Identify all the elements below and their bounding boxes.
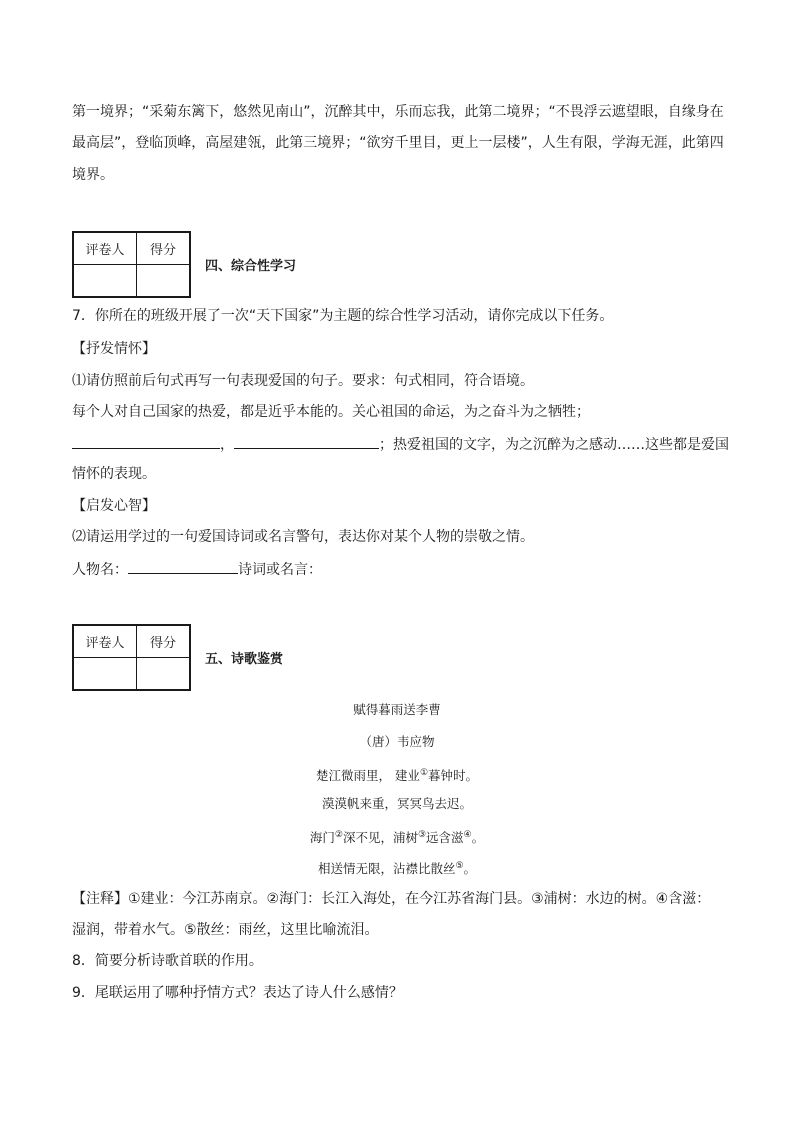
person-label: 人物名： <box>72 562 128 578</box>
note-marker-1: ① <box>419 768 429 778</box>
poem-line-4-b: 。 <box>463 861 477 877</box>
poem-line-4 <box>0 856 794 879</box>
score-cell[interactable] <box>137 265 191 298</box>
poem-line-1 <box>0 763 794 786</box>
poem-line-1-b: 暮钟时。 <box>428 768 479 784</box>
poem-line-3-a: 海门 <box>309 830 335 846</box>
poem-line-2: 漠漠帆来重，冥冥鸟去迟。 <box>321 796 472 811</box>
tag-express-feelings: 【抒发情怀】 <box>72 341 156 357</box>
grader-header: 评卷人 <box>73 232 137 265</box>
note-marker-3: ③ <box>417 830 427 840</box>
answer-blank-1[interactable] <box>72 433 220 449</box>
intro-line-2: 最高层”，登临顶峰，高屋建瓴，此第三境界；“欲穷千里目，更上一层楼”，人生有限，学海无涯，此第四 <box>72 135 724 151</box>
section-4-title: 四、综合性学习 <box>205 259 297 274</box>
poem-line-3-d: 。 <box>471 830 485 846</box>
sentence-1: 每个人对自己国家的热爱，都是近乎本能的。关心祖国的命运，为之奋斗为之牺牲； <box>72 404 590 420</box>
blank-separator: ， <box>220 437 234 453</box>
score-header: 得分 <box>137 232 191 265</box>
poem-author: （唐）韦应物 <box>359 734 435 749</box>
tag-inspire-mind: 【启发心智】 <box>72 498 156 514</box>
person-blank[interactable] <box>128 558 238 574</box>
intro-line-1: 第一境界；“采菊东篱下，悠然见南山”，沉醉其中，乐而忘我，此第二境界；“不畏浮云遮望眼，自缘身在 <box>72 104 724 120</box>
notes-line-1: 【注释】①建业：今江苏南京。②海门：长江入海处，在今江苏省海门县。③浦树：水边的树。④含滋： <box>72 891 711 907</box>
poem-line-1-a: 楚江微雨里， 建业 <box>315 768 420 784</box>
score-table <box>72 231 191 298</box>
person-line <box>72 558 322 580</box>
subquestion-1: ⑴请仿照前后句式再写一句表现爱国的句子。要求：句式相同，符合语境。 <box>72 373 534 389</box>
question-9: 9．尾联运用了哪种抒情方式？表达了诗人什么感情？ <box>72 985 403 1001</box>
score-table-2 <box>72 624 191 691</box>
grader-cell[interactable] <box>73 265 137 298</box>
note-marker-4: ④ <box>463 830 472 840</box>
notes-line-2: 湿润，带着水气。⑤散丝：雨丝，这里比喻流泪。 <box>72 922 379 938</box>
sentence-end: 情怀的表现。 <box>72 466 156 482</box>
question-7: 7．你所在的班级开展了一次“天下国家”为主题的综合性学习活动，请你完成以下任务。 <box>72 308 614 324</box>
grader-header: 评卷人 <box>73 625 137 658</box>
note-marker-2: ② <box>334 830 343 840</box>
intro-line-3: 境界。 <box>72 167 114 183</box>
poem-line-3 <box>0 825 794 848</box>
quote-label: 诗词或名言： <box>238 562 322 578</box>
section-5-title: 五、诗歌鉴赏 <box>205 652 284 667</box>
poem-line-3-c: 远含滋 <box>426 830 464 846</box>
score-header: 得分 <box>137 625 191 658</box>
score-cell[interactable] <box>137 658 191 691</box>
grader-cell[interactable] <box>73 658 137 691</box>
note-marker-5: ⑤ <box>455 861 464 871</box>
fill-blank-line <box>72 433 729 455</box>
subquestion-2: ⑵请运用学过的一句爱国诗词或名言警句，表达你对某个人物的崇敬之情。 <box>72 529 534 545</box>
answer-blank-2[interactable] <box>234 433 379 449</box>
fill-tail-text: ；热爱祖国的文字，为之沉醉为之感动……这些都是爱国 <box>379 437 729 453</box>
poem-title: 赋得暮雨送李曹 <box>353 702 441 717</box>
question-8: 8．简要分析诗歌首联的作用。 <box>72 953 263 969</box>
poem-line-4-a: 相送情无限，沾襟比散丝 <box>317 861 456 877</box>
poem-line-3-b: 深不见，浦树 <box>342 830 418 846</box>
